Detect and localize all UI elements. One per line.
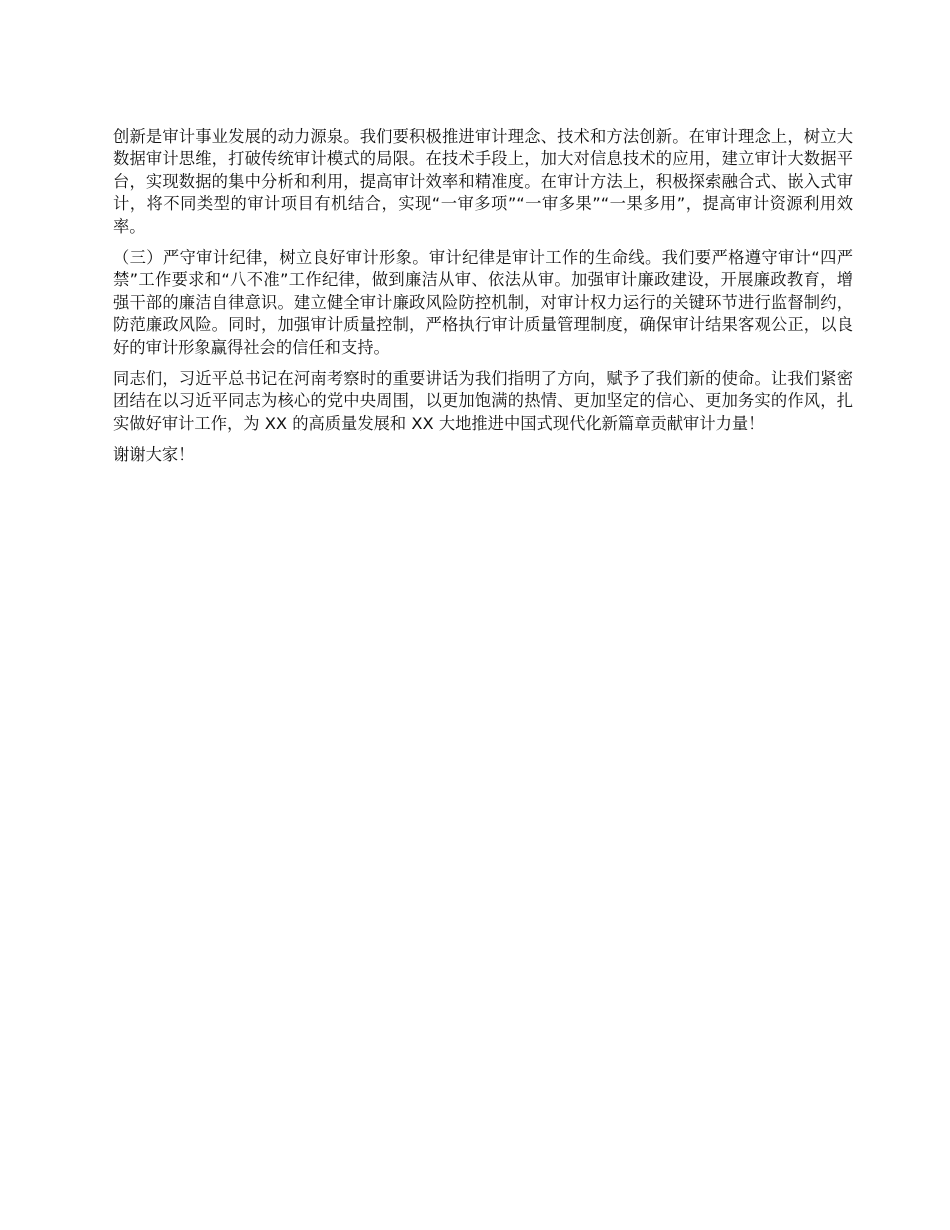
paragraph-thanks: 谢谢大家！: [113, 445, 195, 465]
document-body: [113, 126, 853, 476]
paragraph-innovation: 创新是审计事业发展的动力源泉。我们要积极推进审计理念、技术和方法创新。在审计理念上，树立大数据审计思维，打破传统审计模式的局限。在技术手段上，加大对信息技术的应用，建立审计大数据平台，实现数据的集中分析和利用，提高审计效率和精准度。在审计方法上，积极探索融合式、嵌入式审计，将不同类型的审计项目有机结合，实现“一审多项”“一审多果”“一果多用”，提高审计资源利用效率。: [113, 127, 853, 236]
paragraph-closing-call: 同志们，习近平总书记在河南考察时的重要讲话为我们指明了方向，赋予了我们新的使命。让我们紧密团结在以习近平同志为核心的党中央周围，以更加饱满的热情、更加坚定的信心、更加务实的作风，扎实做好审计工作，为 XX 的高质量发展和 XX 大地推进中国式现代化新篇章贡献审计力量！: [113, 369, 853, 433]
paragraph-discipline: （三）严守审计纪律，树立良好审计形象。审计纪律是审计工作的生命线。我们要严格遵守审计“四严禁”工作要求和“八不准”工作纪律，做到廉洁从审、依法从审。加强审计廉政建设，开展廉政教育，增强干部的廉洁自律意识。建立健全审计廉政风险防控机制，对审计权力运行的关键环节进行监督制约，防范廉政风险。同时，加强审计质量控制，严格执行审计质量管理制度，确保审计结果客观公正，以良好的审计形象赢得社会的信任和支持。: [113, 248, 853, 357]
